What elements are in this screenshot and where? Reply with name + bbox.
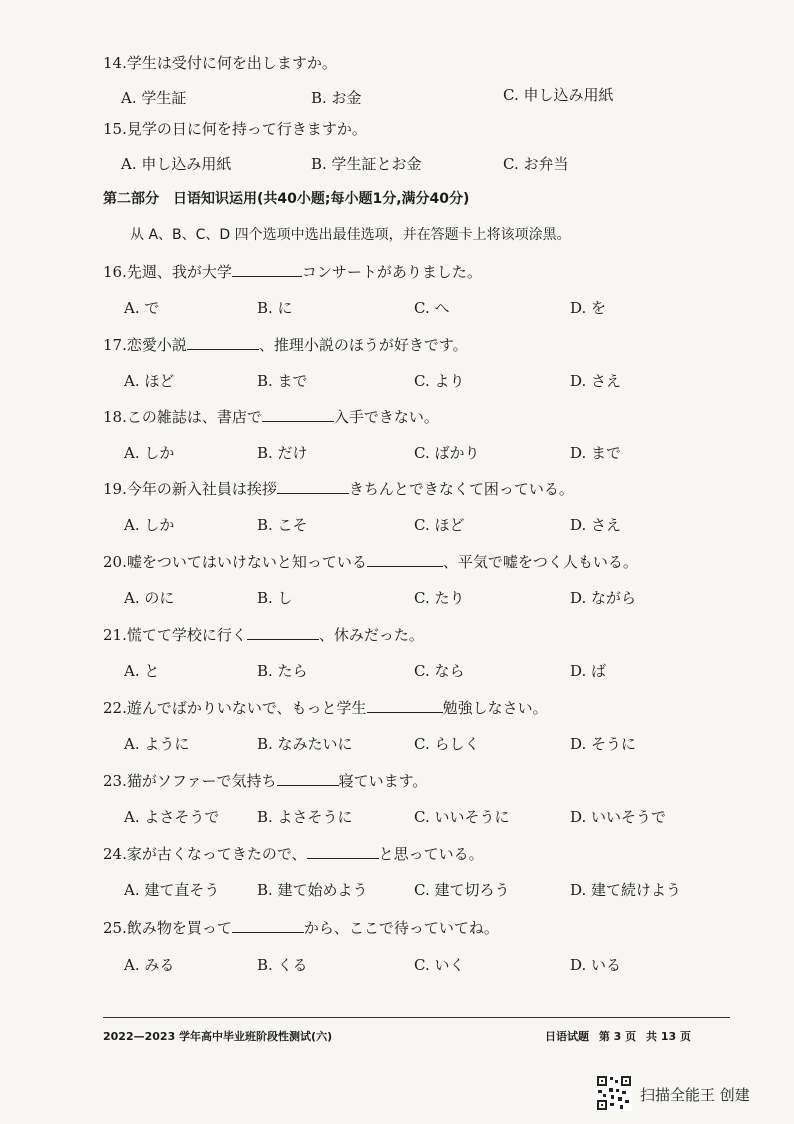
option-b: B. たら	[257, 662, 308, 680]
option-a: A. ように	[124, 735, 190, 753]
footer-page-info	[545, 1028, 697, 1044]
scanner-watermark: 扫描全能王 创建	[640, 1086, 750, 1104]
question-number: 16.	[103, 263, 127, 281]
question-stem: 慌てて学校に行く	[126, 626, 247, 644]
option-a: A. 学生証	[121, 89, 187, 107]
question-19	[103, 478, 574, 499]
question-stem-rest: 入手できない。	[333, 408, 439, 426]
option-a: A. ほど	[124, 372, 175, 390]
question-stem: 遊んでばかりいないで、もっと学生	[126, 699, 367, 717]
option-a: A. 申し込み用紙	[121, 155, 232, 173]
option-b: B. 建て始めよう	[257, 881, 368, 899]
option-c: C. たり	[414, 589, 465, 607]
question-stem-rest: 寝ています。	[338, 772, 428, 790]
option-d: D. ば	[570, 662, 607, 680]
question-23	[103, 770, 427, 791]
option-b: B. に	[257, 299, 293, 317]
question-stem: この雑誌は、書店で	[126, 408, 262, 426]
question-21	[103, 624, 424, 645]
question-number: 22.	[103, 699, 127, 717]
question-17	[103, 334, 468, 355]
answer-blank	[232, 918, 304, 933]
question-number: 20.	[103, 553, 127, 571]
option-d: D. 建て続けよう	[570, 881, 682, 899]
option-b: B. し	[257, 589, 293, 607]
option-d: D. いいそうで	[570, 808, 667, 826]
option-c: C. らしく	[414, 735, 480, 753]
option-a: A. しか	[124, 516, 175, 534]
option-b: B. だけ	[257, 444, 308, 462]
option-b: B. こそ	[257, 516, 308, 534]
option-b: B. くる	[257, 956, 308, 974]
question-stem: 猫がソファーで気持ち	[126, 772, 277, 790]
question-number: 25.	[103, 919, 127, 937]
question-number: 24.	[103, 845, 127, 863]
option-d: D. を	[570, 299, 607, 317]
option-a: A. よさそうで	[124, 808, 220, 826]
question-stem-rest: 、休みだった。	[318, 626, 424, 644]
answer-blank	[232, 262, 302, 277]
question-stem-rest: から、ここで待っていてね。	[303, 919, 499, 937]
option-c: C. 申し込み用紙	[503, 86, 614, 104]
option-a: A. で	[124, 299, 160, 317]
question-number: 21.	[103, 626, 127, 644]
question-stem-rest: 、推理小説のほうが好きです。	[258, 336, 468, 354]
option-b: B. 学生証とお金	[311, 155, 422, 173]
question-stem-rest: と思っている。	[378, 845, 484, 863]
question-stem: 嘘をついてはいけないと知っている	[126, 553, 367, 571]
option-a: A. のに	[124, 589, 175, 607]
question-stem: 先週、我が大学	[126, 263, 232, 281]
option-c: C. いく	[414, 956, 465, 974]
subject-label: 日语试题	[545, 1030, 589, 1043]
answer-blank	[247, 625, 319, 640]
question-number: 14.	[103, 54, 127, 72]
question-number: 23.	[103, 772, 127, 790]
answer-blank	[262, 407, 334, 422]
answer-blank	[367, 698, 443, 713]
qr-code-icon	[596, 1075, 632, 1111]
question-stem-rest: コンサートがありました。	[301, 263, 482, 281]
question-15	[103, 118, 367, 139]
option-c: C. へ	[414, 299, 450, 317]
option-d: D. まで	[570, 444, 622, 462]
option-c: C. お弁当	[503, 155, 569, 173]
option-b: B. お金	[311, 89, 362, 107]
option-c: C. 建て切ろう	[414, 881, 510, 899]
answer-blank	[277, 771, 339, 786]
question-22	[103, 697, 548, 718]
question-number: 18.	[103, 408, 127, 426]
option-c: C. ほど	[414, 516, 465, 534]
option-c: C. より	[414, 372, 465, 390]
question-24	[103, 843, 484, 864]
question-stem-rest: 勉強しなさい。	[442, 699, 548, 717]
option-c: C. いいそうに	[414, 808, 510, 826]
question-stem: 今年の新入社員は挨拶	[126, 480, 277, 498]
question-number: 19.	[103, 480, 127, 498]
option-d: D. さえ	[570, 516, 622, 534]
option-a: A. しか	[124, 444, 175, 462]
question-stem: 飲み物を買って	[126, 919, 232, 937]
option-a: A. みる	[124, 956, 175, 974]
option-c: C. ばかり	[414, 444, 480, 462]
question-14	[103, 52, 337, 73]
answer-blank	[307, 844, 379, 859]
answer-blank	[187, 335, 259, 350]
option-d: D. そうに	[570, 735, 637, 753]
question-25	[103, 917, 499, 938]
question-stem: 恋愛小説	[126, 336, 187, 354]
exam-title: 2022—2023 学年高中毕业班阶段性测试(六)	[103, 1030, 333, 1043]
question-stem: 学生は受付に何を出しますか。	[126, 54, 337, 72]
question-16	[103, 261, 482, 282]
question-18	[103, 406, 439, 427]
answer-blank	[277, 479, 349, 494]
section-instruction: 从 A、B、C、D 四个选项中选出最佳选项，并在答题卡上将该项涂黑。	[130, 227, 571, 243]
question-stem: 家が古くなってきたので、	[126, 845, 307, 863]
section-title: 第二部分 日语知识运用(共40小题;每小题1分,满分40分)	[103, 191, 470, 207]
option-d: D. さえ	[570, 372, 622, 390]
option-b: B. なみたいに	[257, 735, 353, 753]
answer-blank	[367, 552, 443, 567]
page-total: 共 13 页	[646, 1030, 691, 1043]
option-d: D. いる	[570, 956, 622, 974]
footer-divider	[103, 1017, 730, 1018]
option-b: B. よさそうに	[257, 808, 353, 826]
page-number: 第 3 页	[598, 1030, 637, 1043]
option-a: A. と	[124, 662, 160, 680]
question-number: 15.	[103, 120, 127, 138]
question-stem: 見学の日に何を持って行きますか。	[126, 120, 367, 138]
question-20	[103, 551, 638, 572]
option-a: A. 建て直そう	[124, 881, 220, 899]
option-b: B. まで	[257, 372, 308, 390]
question-stem-rest: 、平気で嘘をつく人もいる。	[442, 553, 638, 571]
option-c: C. なら	[414, 662, 465, 680]
question-stem-rest: きちんとできなくて困っている。	[348, 480, 574, 498]
option-d: D. ながら	[570, 589, 637, 607]
question-number: 17.	[103, 336, 127, 354]
